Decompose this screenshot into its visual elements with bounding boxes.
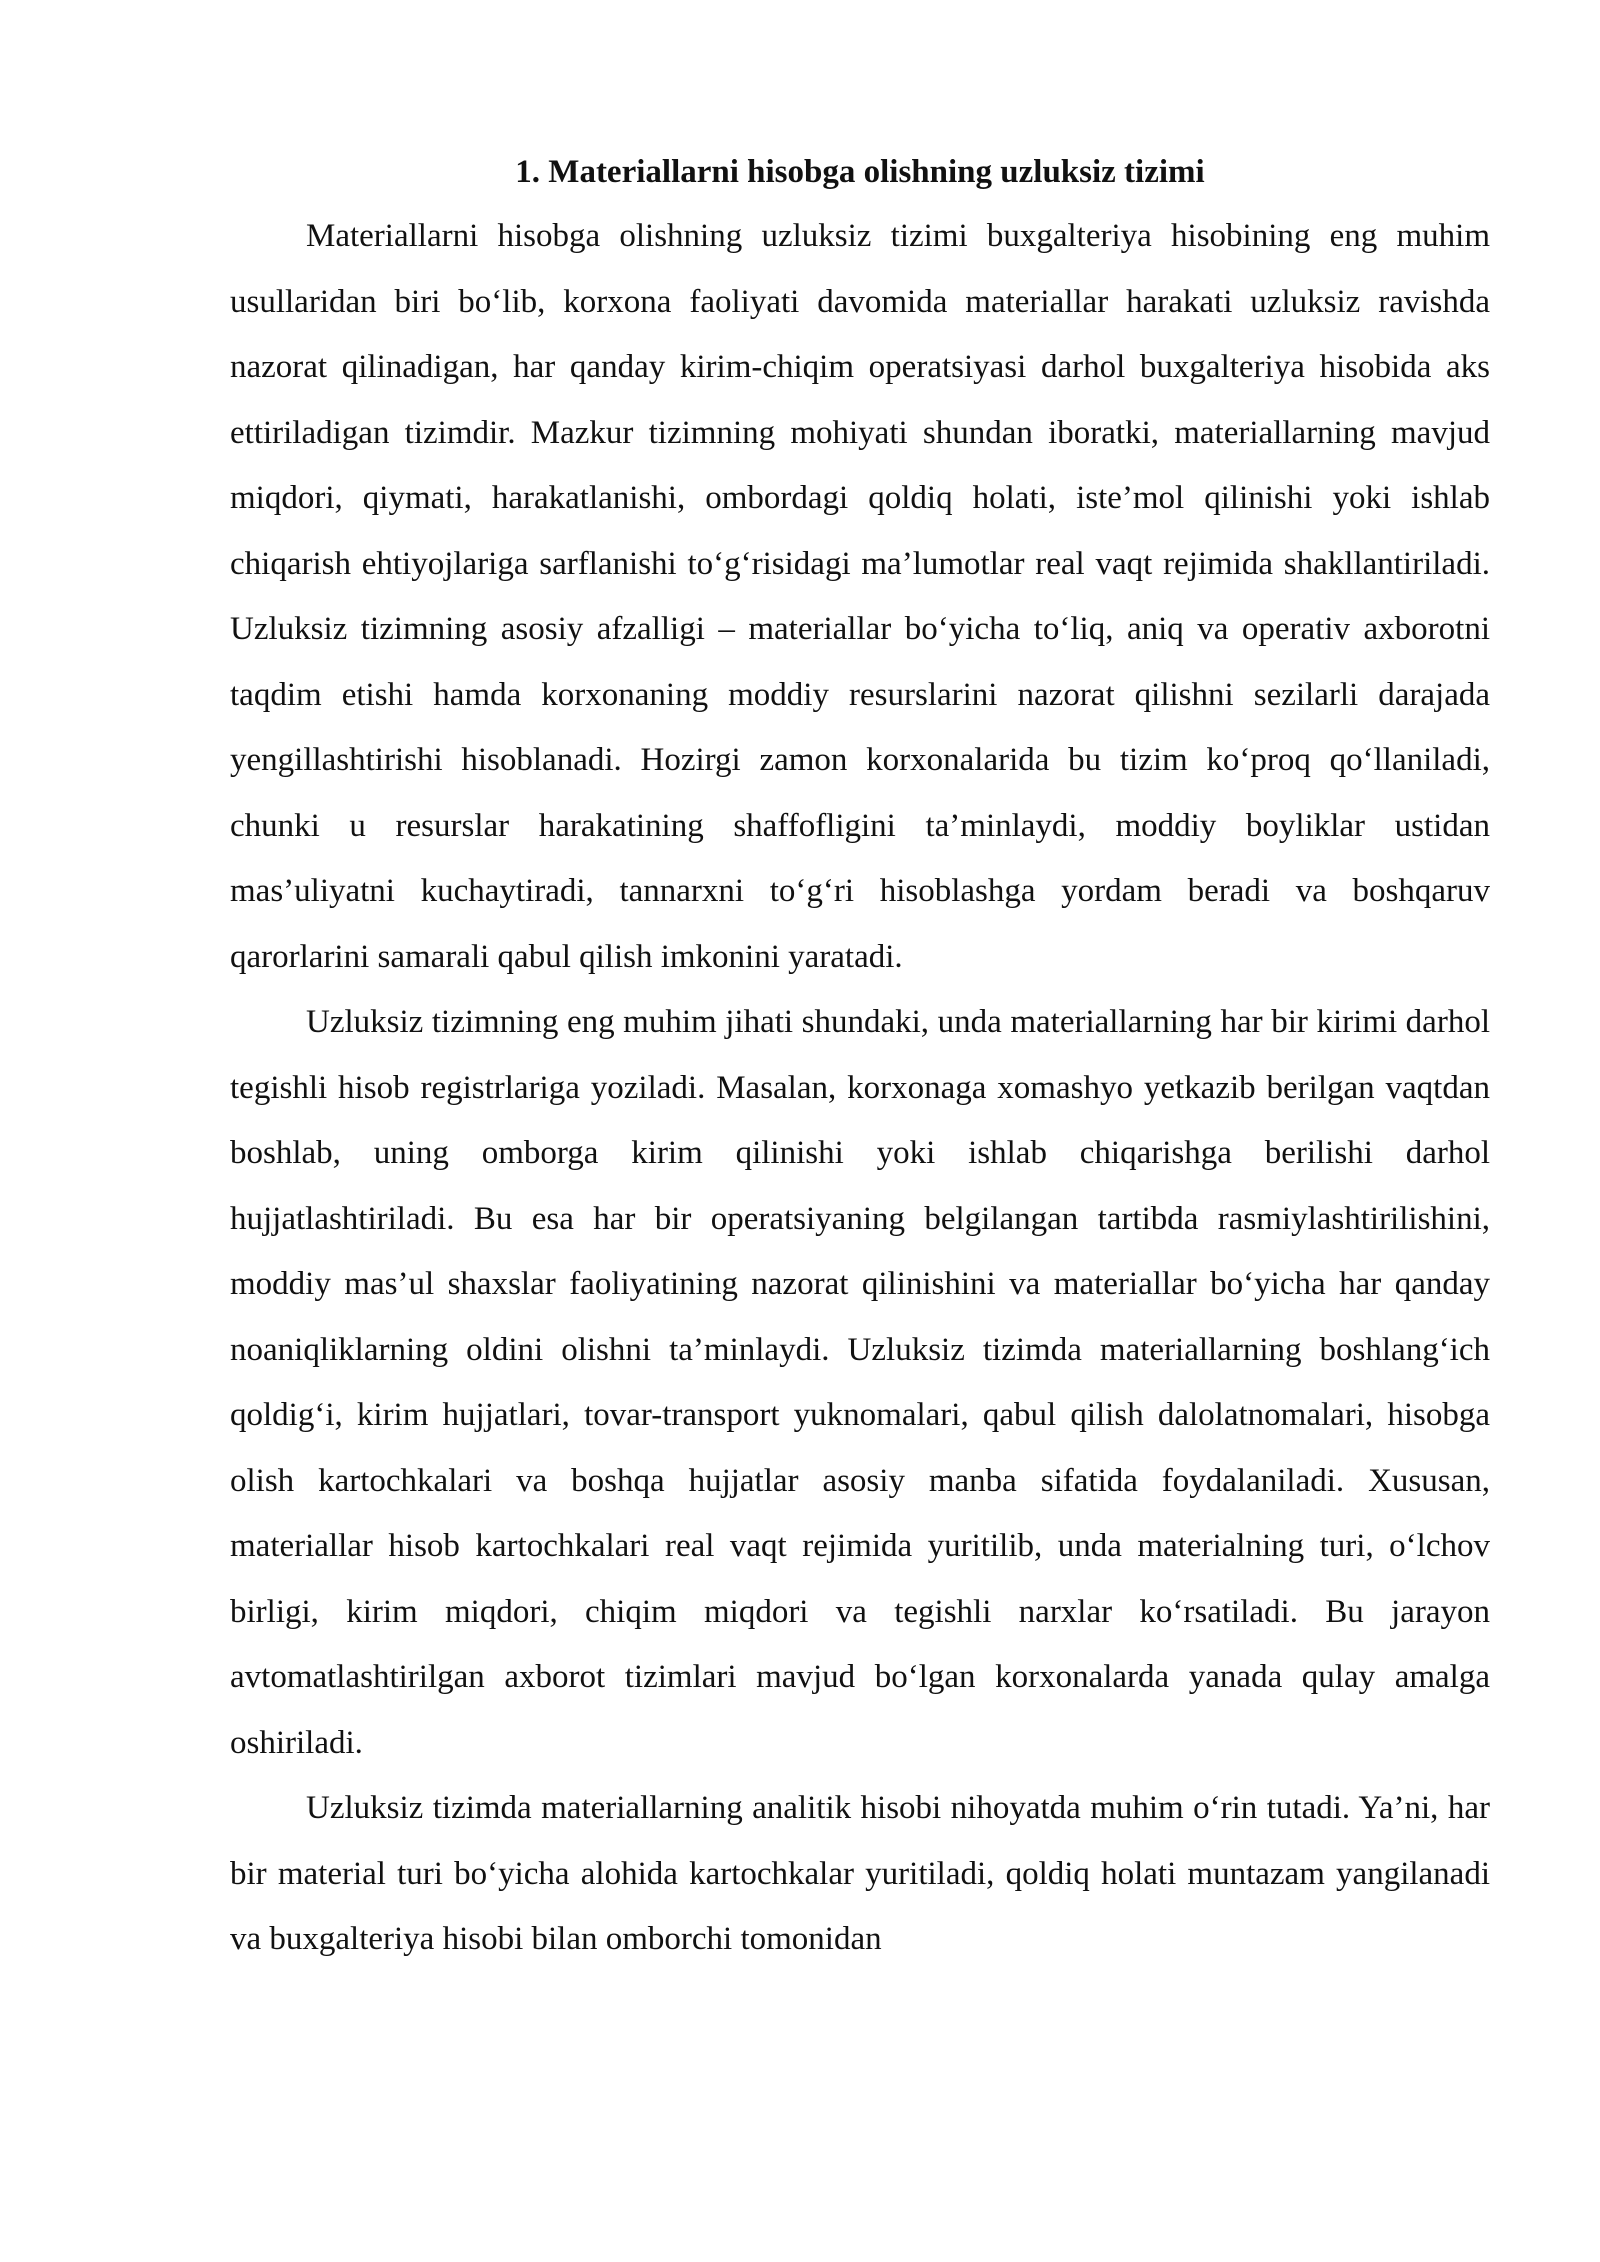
section-heading: 1. Materiallarni hisobga olishning uzluksiz tizimi	[515, 154, 1205, 190]
document-page	[230, 148, 1490, 1973]
paragraph-1: Materiallarni hisobga olishning uzluksiz tizimi buxgalteriya hisobining eng muhim usullaridan biri bo‘lib, korxona faoliyati davomida materiallar harakati uzluksiz ravishda nazorat qilinadigan, har qanday kirim-chiqim operatsiyasi darhol buxgalteriya hisobida aks ettiriladigan tizimdir. Mazkur tizimning mohiyati shundan iboratki, materiallarning mavjud miqdori, qiymati, harakatlanishi, ombordagi qoldiq holati, iste’mol qilinishi yoki ishlab chiqarish ehtiyojlariga sarflanishi to‘g‘risidagi ma’lumotlar real vaqt rejimida shakllantiriladi. Uzluksiz tizimning asosiy afzalligi – materiallar bo‘yicha to‘liq, aniq va operativ axborotni taqdim etishi hamda korxonaning moddiy resurslarini nazorat qilishni sezilarli darajada yengillashtirishi hisoblanadi. Hozirgi zamon korxonalarida bu tizim ko‘proq qo‘llaniladi, chunki u resurslar harakatining shaffofligini ta’minlaydi, moddiy boyliklar ustidan mas’uliyatni kuchaytiradi, tannarxni to‘g‘ri hisoblashga yordam beradi va boshqaruv qarorlarini samarali qabul qilish imkonini yaratadi.	[230, 218, 1490, 975]
paragraph-2: Uzluksiz tizimning eng muhim jihati shundaki, unda materiallarning har bir kirimi darhol tegishli hisob registrlariga yoziladi. Masalan, korxonaga xomashyo yetkazib berilgan vaqtdan boshlab, uning omborga kirim qilinishi yoki ishlab chiqarishga berilishi darhol hujjatlashtiriladi. Bu esa har bir operatsiyaning belgilangan tartibda rasmiylashtirilishini, moddiy mas’ul shaxslar faoliyatining nazorat qilinishini va materiallar bo‘yicha har qanday noaniqliklarning oldini olishni ta’minlaydi. Uzluksiz tizimda materiallarning boshlang‘ich qoldig‘i, kirim hujjatlari, tovar-transport yuknomalari, qabul qilish dalolatnomalari, hisobga olish kartochkalari va boshqa hujjatlar asosiy manba sifatida foydalaniladi. Xususan, materiallar hisob kartochkalari real vaqt rejimida yuritilib, unda materialning turi, o‘lchov birligi, kirim miqdori, chiqim miqdori va tegishli narxlar ko‘rsatiladi. Bu jarayon avtomatlashtirilgan axborot tizimlari mavjud bo‘lgan korxonalarda yanada qulay amalga oshiriladi.	[230, 1004, 1490, 1761]
paragraph-3: Uzluksiz tizimda materiallarning analitik hisobi nihoyatda muhim o‘rin tutadi. Ya’ni, har bir material turi bo‘yicha alohida kartochkalar yuritiladi, qoldiq holati muntazam yangilanadi va buxgalteriya hisobi bilan omborchi tomonidan	[230, 1790, 1490, 1957]
